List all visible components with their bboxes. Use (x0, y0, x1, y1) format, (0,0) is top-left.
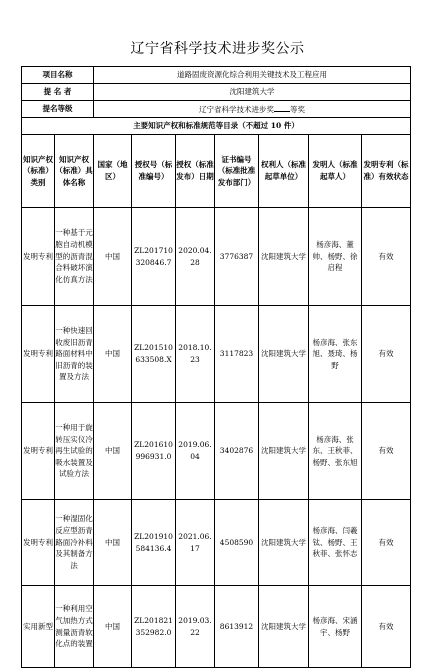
table-row (22, 403, 411, 500)
cell-number: ZL201821352982.0 (132, 586, 176, 668)
cell-type: 实用新型 (22, 586, 55, 668)
cell-status: 有效 (362, 500, 411, 586)
cell-type: 发明专利 (22, 306, 55, 403)
cell-inventors: 杨彦海、张东旭、聂琦、杨野 (309, 306, 362, 403)
table-row (22, 500, 411, 586)
cell-name: 一种用于旋转压实仪冷再生试验的吸水装置及试验方法 (55, 403, 94, 500)
cell-cert: 3117823 (215, 306, 259, 403)
document-title: 辽宁省科学技术进步奖公示 (130, 41, 305, 57)
cell-number: ZL201610996931.0 (132, 403, 176, 500)
cell-country: 中国 (94, 586, 132, 668)
level-value (94, 101, 411, 118)
cell-date: 2021.06.17 (176, 500, 215, 586)
cell-number: ZL201910584136.4 (132, 500, 176, 586)
cell-date: 2019.06.04 (176, 403, 215, 500)
cell-inventors: 杨彦海、张东、王秋菲、杨野、张东旭 (309, 403, 362, 500)
cell-type: 发明专利 (22, 403, 55, 500)
cell-status: 有效 (362, 586, 411, 668)
cell-date: 2019.03.22 (176, 586, 215, 668)
cell-inventors: 杨彦海、董帅、杨野、徐启程 (309, 208, 362, 306)
cell-number: ZL201510633508.X (132, 306, 176, 403)
level-prefix: 辽宁省科学技术进步奖 (199, 104, 275, 114)
level-suffix: 等奖 (290, 104, 306, 114)
cell-date: 2020.04.28 (176, 208, 215, 306)
header-inventors: 发明人（标准起草人） (309, 135, 362, 208)
header-number: 授权号（标准编号） (132, 135, 176, 208)
cell-name: 一种快速回收废旧沥青路面材料中旧沥青的装置及方法 (55, 306, 94, 403)
header-type: 知识产权（标准）类别 (22, 135, 55, 208)
header-date: 授权（标准发布）日期 (176, 135, 215, 208)
cell-type: 发明专利 (22, 208, 55, 306)
table-row (22, 586, 411, 668)
project-name-row (22, 67, 411, 84)
cell-country: 中国 (94, 403, 132, 500)
cell-cert: 3776387 (215, 208, 259, 306)
header-country: 国家（地区） (94, 135, 132, 208)
nominator-value: 沈阳建筑大学 (94, 84, 411, 101)
cell-owner: 沈阳建筑大学 (259, 586, 309, 668)
header-owner: 权利人（标准起草单位） (259, 135, 309, 208)
header-status: 发明专利（标准）有效状态 (362, 135, 411, 208)
cell-owner: 沈阳建筑大学 (259, 208, 309, 306)
header-cert: 证书编号（标准批准发布部门） (215, 135, 259, 208)
cell-owner: 沈阳建筑大学 (259, 500, 309, 586)
cell-name: 一种基于元胞自动机模型的沥青混合料破坏演化仿真方法 (55, 208, 94, 306)
section-title-row (22, 118, 411, 135)
cell-status: 有效 (362, 208, 411, 306)
cell-inventors: 杨彦海、闫羲钛、杨野、王秋菲、张怀志 (309, 500, 362, 586)
cell-status: 有效 (362, 306, 411, 403)
header-row (22, 135, 411, 208)
cell-inventors: 杨彦海、宋涵宇、杨野 (309, 586, 362, 668)
level-row (22, 101, 411, 118)
level-blank (274, 103, 290, 112)
nominator-row (22, 84, 411, 101)
cell-date: 2018.10.23 (176, 306, 215, 403)
level-label: 提名等级 (22, 101, 94, 118)
table-row (22, 306, 411, 403)
cell-status: 有效 (362, 403, 411, 500)
cell-owner: 沈阳建筑大学 (259, 403, 309, 500)
cell-number: ZL201710320846.7 (132, 208, 176, 306)
cell-country: 中国 (94, 208, 132, 306)
cell-cert: 3402876 (215, 403, 259, 500)
header-name: 知识产权（标准）具体名称 (55, 135, 94, 208)
cell-country: 中国 (94, 306, 132, 403)
section-title: 主要知识产权和标准规范等目录（不超过 10 件） (22, 118, 411, 135)
cell-owner: 沈阳建筑大学 (259, 306, 309, 403)
nominator-label: 提 名 者 (22, 84, 94, 101)
cell-cert: 4508590 (215, 500, 259, 586)
project-name-value: 道路固废资源化综合利用关键技术及工程应用 (94, 67, 411, 84)
table-row (22, 208, 411, 306)
cell-type: 发明专利 (22, 500, 55, 586)
cell-name: 一种湿固化反应型沥青路面冷补料及其制备方法 (55, 500, 94, 586)
cell-cert: 8613912 (215, 586, 259, 668)
project-name-label: 项目名称 (22, 67, 94, 84)
cell-country: 中国 (94, 500, 132, 586)
award-table (21, 66, 411, 668)
cell-name: 一种利用空气加热方式测量沥青软化点的装置 (55, 586, 94, 668)
